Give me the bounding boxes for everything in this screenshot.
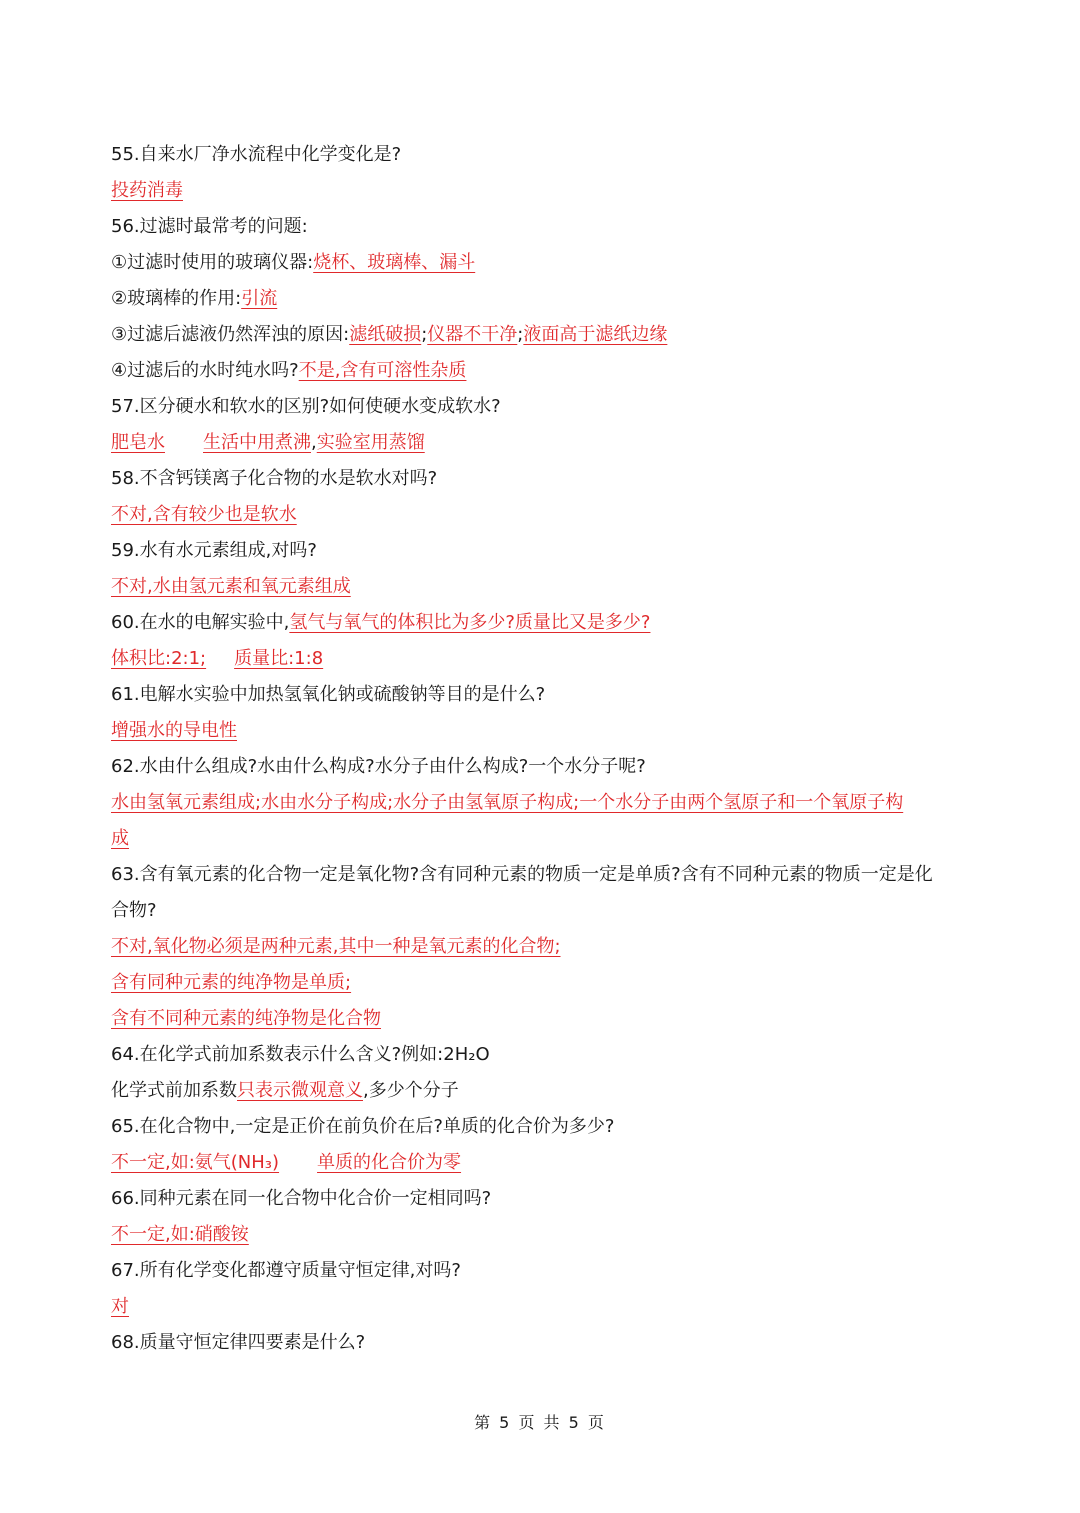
- text-line: [111, 1253, 981, 1289]
- question-text: 66.同种元素在同一化合物中化合价一定相同吗?: [111, 1188, 492, 1209]
- answer-text: 不对,水由氢元素和氧元素组成: [111, 576, 351, 597]
- answer-text: 实验室用蒸馏: [316, 432, 425, 453]
- answer-text: 不对,含有较少也是软水: [111, 504, 297, 525]
- answer-text: 体积比:2:1;: [111, 648, 207, 669]
- answer-text: 生活中用煮沸: [203, 432, 311, 453]
- text-line: [111, 389, 981, 425]
- answer-text: 增强水的导电性: [111, 720, 237, 741]
- question-text: 62.水由什么组成?水由什么构成?水分子由什么构成?一个水分子呢?: [111, 756, 646, 777]
- question-text: 65.在化合物中,一定是正价在前负价在后?单质的化合价为多少?: [111, 1116, 615, 1137]
- text-line: [111, 497, 981, 533]
- question-text: 68.质量守恒定律四要素是什么?: [111, 1332, 366, 1353]
- answer-text: 不一定,如:硝酸铵: [111, 1224, 249, 1245]
- text-line: [111, 857, 981, 893]
- question-text: ;: [517, 324, 524, 345]
- answer-text: 滤纸破损: [349, 324, 422, 345]
- text-line: [111, 137, 981, 173]
- text-line: [111, 425, 981, 461]
- text-line: [111, 821, 981, 857]
- question-text: ②玻璃棒的作用:: [111, 288, 242, 309]
- text-line: [111, 1217, 981, 1253]
- answer-text: 肥皂水: [111, 432, 165, 453]
- text-line: [111, 965, 981, 1001]
- text-line: [111, 749, 981, 785]
- text-line: [111, 1073, 981, 1109]
- answer-text: 含有不同种元素的纯净物是化合物: [111, 1008, 381, 1029]
- text-line: [111, 929, 981, 965]
- question-text: ④过滤后的水时纯水吗?: [111, 360, 299, 381]
- question-text: ③过滤后滤液仍然浑浊的原因:: [111, 324, 350, 345]
- text-line: [111, 209, 981, 245]
- question-text: 57.区分硬水和软水的区别?如何使硬水变成软水?: [111, 396, 501, 417]
- question-text: ,: [311, 432, 317, 453]
- text-line: [111, 317, 981, 353]
- text-line: [111, 677, 981, 713]
- answer-text: 水由氢氧元素组成;水由水分子构成;水分子由氢氧原子构成;一个水分子由两个氢原子和一个氧原子构: [111, 792, 904, 813]
- question-text: 67.所有化学变化都遵守质量守恒定律,对吗?: [111, 1260, 461, 1281]
- text-line: [111, 893, 981, 929]
- answer-text: 成: [111, 828, 129, 849]
- answer-text: 引流: [241, 288, 278, 309]
- answer-text: 仪器不干净: [427, 324, 518, 345]
- document-body: [111, 137, 981, 1361]
- question-text: 56.过滤时最常考的问题:: [111, 216, 308, 237]
- answer-text: 质量比:1:8: [234, 648, 324, 669]
- answer-text: 对: [111, 1296, 129, 1317]
- answer-text: 氢气与氧气的体积比为多少?质量比又是多少?: [289, 612, 651, 633]
- page-footer: 第 5 页 共 5 页: [474, 1413, 606, 1432]
- text-line: [111, 533, 981, 569]
- question-text: 63.含有氧元素的化合物一定是氧化物?含有同种元素的物质一定是单质?含有不同种元素的物质一定是化: [111, 864, 933, 885]
- question-text: 61.电解水实验中加热氢氧化钠或硫酸钠等目的是什么?: [111, 684, 546, 705]
- question-text: 化学式前加系数: [111, 1080, 237, 1101]
- text-line: [111, 1037, 981, 1073]
- text-line: [111, 1325, 981, 1361]
- answer-text: 不是,含有可溶性杂质: [298, 360, 467, 381]
- question-text: 60.在水的电解实验中,: [111, 612, 290, 633]
- answer-text: 含有同种元素的纯净物是单质;: [111, 972, 352, 993]
- text-line: [111, 461, 981, 497]
- answer-text: 单质的化合价为零: [317, 1152, 462, 1173]
- text-line: [111, 1001, 981, 1037]
- text-line: [111, 1289, 981, 1325]
- text-line: [111, 569, 981, 605]
- text-line: [111, 281, 981, 317]
- text-line: [111, 785, 981, 821]
- text-line: [111, 713, 981, 749]
- question-text: 55.自来水厂净水流程中化学变化是?: [111, 144, 402, 165]
- answer-text: 不一定,如:氨气(NH₃): [111, 1152, 280, 1173]
- text-line: [111, 245, 981, 281]
- answer-text: 不对,氧化物必须是两种元素,其中一种是氧元素的化合物;: [111, 936, 561, 957]
- question-text: 59.水有水元素组成,对吗?: [111, 540, 317, 561]
- answer-text: 投药消毒: [111, 180, 183, 201]
- text-line: [111, 641, 981, 677]
- question-text: ;: [421, 324, 428, 345]
- text-line: [111, 605, 981, 641]
- text-line: [111, 173, 981, 209]
- text-line: [111, 353, 981, 389]
- question-text: 64.在化学式前加系数表示什么含义?例如:2H₂O: [111, 1044, 490, 1065]
- question-text: ,多少个分子: [363, 1080, 459, 1101]
- answer-text: 只表示微观意义: [237, 1080, 363, 1101]
- answer-text: 液面高于滤纸边缘: [523, 324, 668, 345]
- question-text: 58.不含钙镁离子化合物的水是软水对吗?: [111, 468, 438, 489]
- question-text: ①过滤时使用的玻璃仪器:: [111, 252, 314, 273]
- text-line: [111, 1145, 981, 1181]
- question-text: 合物?: [111, 900, 157, 921]
- text-line: [111, 1109, 981, 1145]
- text-line: [111, 1181, 981, 1217]
- answer-text: 烧杯、玻璃棒、漏斗: [313, 252, 476, 273]
